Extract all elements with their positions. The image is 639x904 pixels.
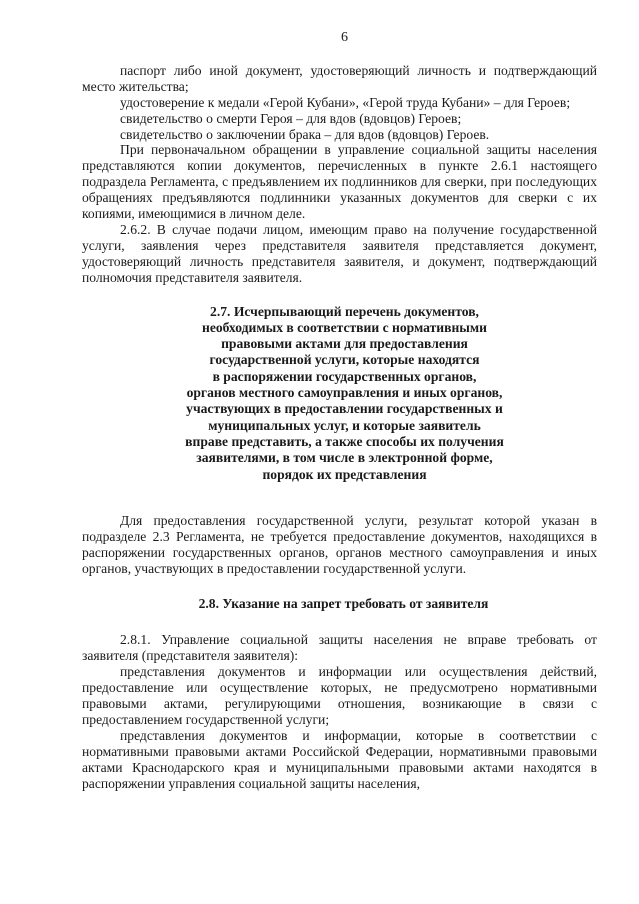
paragraph-first-application: При первоначальном обращении в управление социальной защиты населения представляются копии документов, перечисленных в пункте 2.6.1 настоящего подраздела Регламента, с предъявлением их подлинников для сверки, при последующих обращениях предъявляются подлинники указанных документов для сверки с их копиями, имеющимися в личном деле. <box>82 142 597 222</box>
paragraph-prohibited-actions: представления документов и информации или осуществления действий, предоставление или осуществление которых, не предусмотрено нормативными правовыми актами, регулирующими отношения, возникающие в связи с предоставлением государственной услуги; <box>82 664 597 727</box>
paragraph-2-8-1: 2.8.1. Управление социальной защиты населения не вправе требовать от заявителя (представителя заявителя): <box>82 632 597 664</box>
paragraph-passport: паспорт либо иной документ, удостоверяющий личность и подтверждающий место жительства; <box>82 62 597 94</box>
heading-line: органов местного самоуправления и иных органов, <box>186 385 503 401</box>
heading-line: муниципальных услуг, и которые заявитель <box>208 417 481 433</box>
heading-line: государственной услуги, которые находятся <box>209 352 480 368</box>
paragraph-prohibited-documents: представления документов и информации, которые в соответствии с нормативными правовыми актами Российской Федерации, нормативными правовыми актами Краснодарского края и муниципальными правовыми актами находятся в распоряжении управления социальной защиты населения, <box>82 727 597 791</box>
heading-line: заявителями, в том числе в электронной форме, <box>196 450 493 466</box>
heading-line: 2.7. Исчерпывающий перечень документов, <box>210 303 479 319</box>
heading-line: правовыми актами для предоставления <box>221 336 468 352</box>
page-number: 6 <box>341 30 348 45</box>
section-2-8-heading: 2.8. Указание на запрет требовать от заявителя <box>198 596 489 612</box>
heading-line: в распоряжении государственных органов, <box>212 368 477 384</box>
section-2-7-heading <box>82 304 597 483</box>
paragraph-medal-certificate: удостоверение к медали «Герой Кубани», «Герой труда Кубани» – для Героев; <box>120 94 571 110</box>
heading-line: вправе представить, а также способы их получения <box>185 433 504 449</box>
paragraph-marriage-certificate: свидетельство о заключении брака – для вдов (вдовцов) Героев. <box>120 126 490 142</box>
heading-line: участвующих в предоставлении государственных и <box>186 401 503 417</box>
heading-line: порядок их представления <box>262 466 427 482</box>
paragraph-2-6-2: 2.6.2. В случае подачи лицом, имеющим право на получение государственной услуги, заявления через представителя заявителя представляется документ, удостоверяющий личность представителя заявителя, и документ, подтверждающий полномочия представителя заявителя. <box>82 221 597 285</box>
section-2-7-body: Для предоставления государственной услуги, результат которой указан в подразделе 2.3 Регламента, не требуется предоставление документов, находящихся в распоряжении государственных органов, органов местного самоуправления и иных органов, участвующих в предоставлении государственной услуги. <box>82 512 597 576</box>
paragraph-death-certificate: свидетельство о смерти Героя – для вдов (вдовцов) Героев; <box>120 110 462 126</box>
heading-line: необходимых в соответствии с нормативными <box>201 319 488 335</box>
